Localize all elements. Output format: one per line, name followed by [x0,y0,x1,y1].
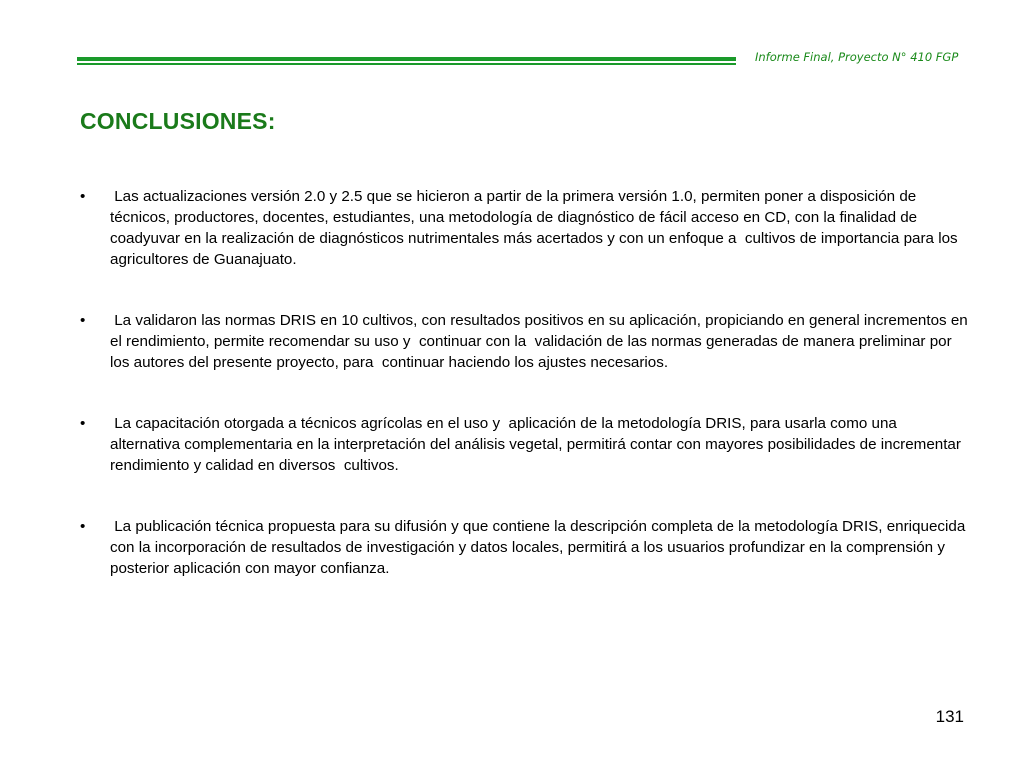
list-item-text: La validaron las normas DRIS en 10 cultivos, con resultados positivos en su aplicación, propiciando en general incrementos en el rendimiento, permite recomendar su uso y continuar con la validación de las normas generadas de manera preliminar por los autores del presente proyecto, para continuar haciendo los ajustes necesarios. [110,312,972,371]
list-item [80,310,970,373]
header-divider [77,57,736,61]
list-item [80,413,970,476]
bullet-icon: • [80,415,86,432]
list-item-text: La capacitación otorgada a técnicos agrícolas en el uso y aplicación de la metodología DRIS, para usarla como una alternativa complementaria en la interpretación del análisis vegetal, permitirá contar con mayores posibilidades de incrementar rendimiento y calidad en diversos cultivos. [110,415,966,474]
list-item [80,186,970,270]
bullet-icon: • [80,518,86,535]
page-title: CONCLUSIONES: [80,108,276,134]
list-item [80,516,970,579]
page-number: 131 [935,707,964,726]
bullet-icon: • [80,188,86,205]
conclusions-list [80,186,970,579]
bullet-icon: • [80,312,86,329]
list-item-text: Las actualizaciones versión 2.0 y 2.5 que se hicieron a partir de la primera versión 1.0, permiten poner a disposición de técnicos, productores, docentes, estudiantes, una metodología de diagnóstico de fácil acceso en CD, con la finalidad de coadyuvar en la realización de diagnósticos nutrimentales más acertados y con un enfoque a cultivos de importancia para los agricultores de Guanajuato. [110,188,962,268]
report-header-label: Informe Final, Proyecto N° 410 FGP [755,50,959,64]
list-item-text: La publicación técnica propuesta para su difusión y que contiene la descripción completa de la metodología DRIS, enriquecida con la incorporación de resultados de investigación y datos locales, permitirá a los usuarios profundizar en la comprensión y posterior aplicación con mayor confianza. [110,518,970,577]
